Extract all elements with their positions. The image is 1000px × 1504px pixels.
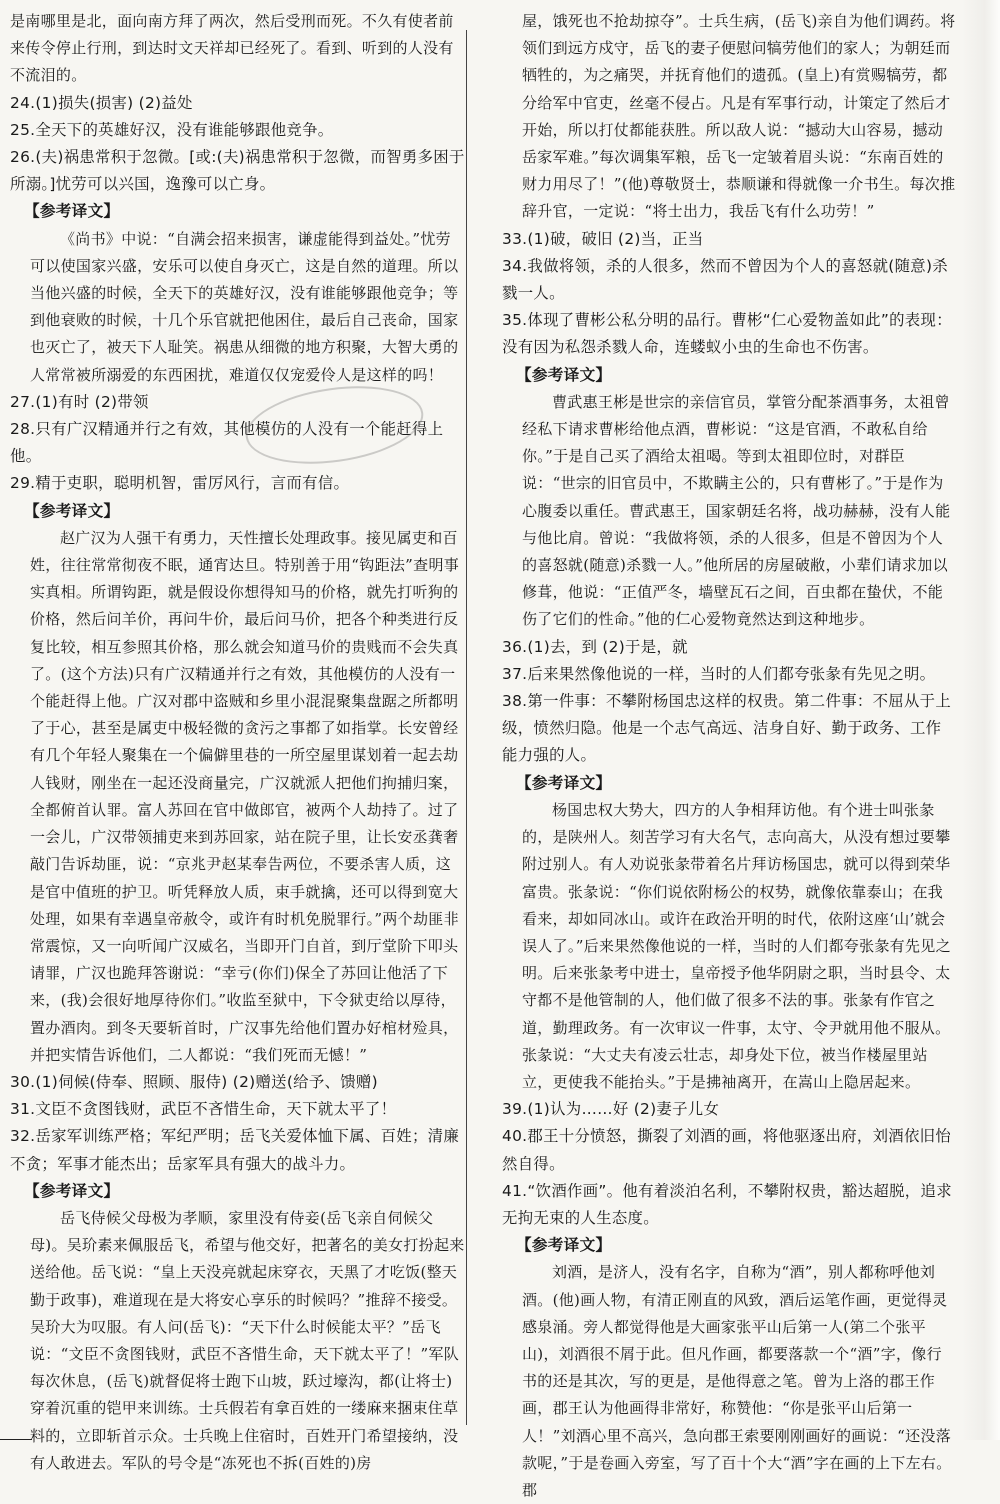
answer-26: 26.(夫)祸患常积于忽微。[或:(夫)祸患常积于忽微，而智勇多困于所溺。]忧劳可以兴国，逸豫可以亡身。 — [10, 148, 465, 194]
answer-39: 39.(1)认为……好 (2)妻子儿女 — [502, 1100, 720, 1119]
reference-translation-heading: 【参考译文】 — [24, 501, 120, 520]
column-divider — [466, 30, 467, 1425]
answer-33: 33.(1)破，破旧 (2)当，正当 — [502, 229, 704, 248]
answer-36: 36.(1)去，到 (2)于是，就 — [502, 637, 688, 656]
footer-rule — [0, 1425, 32, 1440]
reference-translation-heading: 【参考译文】 — [516, 1236, 612, 1255]
answer-32: 32.岳家军训练严格；军纪严明；岳飞关爱体恤下属、百姓；清廉不贪；军事才能杰出；岳家军具有强大的战斗力。 — [10, 1127, 460, 1173]
answer-24: 24.(1)损失(损害) (2)益处 — [10, 93, 193, 112]
reference-translation-text: 岳飞侍候父母极为孝顺，家里没有侍妾(岳飞亲自伺候父母)。吴玠素来佩服岳飞，希望与他交好，把著名的美女打扮起来送给他。岳飞说：“皇上天没亮就起床穿衣，天黑了才吃饭(整天勤于政事)，难道现在是大将安心享乐的时候吗？”推辞不接受。吴玠大为叹服。有人问(岳飞)：“天下什么时候能太平？”岳飞说：“文臣不贪图钱财，武臣不吝惜生命，天下就太平了！”军队每次休息，(岳飞)就督促将士跑下山坡，跃过壕沟，都(让将士)穿着沉重的铠甲来训练。士兵假若有拿百姓的一缕麻来捆束住草料的，立即斩首示众。士兵晚上住宿时，百姓开门希望接纳，没有人敢进去。军队的号令是“冻死也不拆(百姓的)房 — [30, 1208, 465, 1472]
answer-28: 28.只有广汉精通并行之有效，其他模仿的人没有一个能赶得上他。 — [10, 420, 444, 466]
answer-38: 38.第一件事：不攀附杨国忠这样的权贵。第二件事：不屈从于上级，愤然归隐。他是一个志气高远、洁身自好、勤于政务、工作能力强的人。 — [502, 692, 952, 765]
reference-translation-text: 《尚书》中说：“自满会招来损害，谦虚能得到益处。”忧劳可以使国家兴盛，安乐可以使自身灭亡，这是自然的道理。所以当他兴盛的时候，全天下的英雄好汉，没有谁能够跟他竞争；等到他衰败的时候，十几个乐官就把他困住，最后自己丧命，国家也灭亡了，被天下人耻笑。祸患从细微的地方积聚，大智大勇的人常常被所溺爱的东西困扰，难道仅仅宠爱伶人是这样的吗！ — [30, 229, 459, 384]
page-edge-shadow — [962, 0, 1000, 1440]
reference-translation-heading: 【参考译文】 — [516, 365, 612, 384]
reference-translation-heading: 【参考译文】 — [24, 202, 120, 221]
reference-translation-heading: 【参考译文】 — [516, 773, 612, 792]
continued-translation-text: 是南哪里是北，面向南方拜了两次，然后受刑而死。不久有使者前来传令停止行刑，到达时文天祥却已经死了。看到、听到的人没有不流泪的。 — [10, 12, 454, 85]
answer-34: 34.我做将领，杀的人很多，然而不曾因为个人的喜怒就(随意)杀戮一人。 — [502, 256, 948, 303]
reference-translation-text: 曹武惠王彬是世宗的亲信官员，掌管分配茶酒事务，太祖曾经私下请求曹彬给他点酒，曹彬说：“这是官酒，不敢私自给你。”于是自己买了酒给太祖喝。等到太祖即位时，对群臣说：“世宗的旧官员中，不欺瞒主公的，只有曹彬了。”于是作为心腹委以重任。曹武惠王，国家朝廷名将，战功赫赫，没有人能与他比肩。曾说：“我做将领，杀的人很多，但是不曾因为个人的喜怒就(随意)杀戮一人。”他所居的房屋破敝，小辈们请求加以修葺，他说：“正值严冬，墙壁瓦石之间，百虫都在蛰伏，不能伤了它们的性命。”他的仁心爱物竟然达到这种地步。 — [522, 392, 951, 629]
reference-translation-heading: 【参考译文】 — [24, 1181, 120, 1200]
reference-translation-text: 杨国忠权大势大，四方的人争相拜访他。有个进士叫张彖的，是陕州人。刻苦学习有大名气，志向高大，从没有想过要攀附过别人。有人劝说张彖带着名片拜访杨国忠，就可以得到荣华富贵。张彖说：“你们说依附杨公的权势，就像依靠泰山；在我看来，却如同冰山。或许在政治开明的时代，依附这座‘山’就会误人了。”后来果然像他说的一样，当时的人们都夸张彖有先见之明。后来张彖考中进士，皇帝授予他华阴尉之职，当时县令、太守都不是他管制的人，他们做了很多不法的事。张彖有作官之道，勤理政务。有一次审议一件事，太守、令尹就用他不服从。张彖说：“大丈夫有凌云壮志，却身处下位，被当作楼屋里站立，更使我不能抬头。”于是拂袖离开，在嵩山上隐居起来。 — [522, 800, 951, 1091]
answer-40: 40.郡王十分愤怒，撕裂了刘酒的画，将他驱逐出府，刘酒依旧怡然自得。 — [502, 1127, 952, 1173]
answer-29: 29.精于吏职，聪明机智，雷厉风行，言而有信。 — [10, 474, 350, 493]
answer-37: 37.后来果然像他说的一样，当时的人们都夸张彖有先见之明。 — [502, 664, 936, 683]
right-column — [502, 8, 957, 1504]
answer-30: 30.(1)伺候(侍奉、照顾、服侍) (2)赠送(给予、馈赠) — [10, 1072, 378, 1091]
answer-31: 31.文臣不贪图钱财，武臣不吝惜生命，天下就太平了！ — [10, 1100, 397, 1119]
answer-27: 27.(1)有时 (2)带领 — [10, 392, 149, 411]
reference-translation-text: 赵广汉为人强干有勇力，天性擅长处理政事。接见属吏和百姓，往往常常彻夜不眠，通宵达旦。特别善于用“钩距法”查明事实真相。所谓钩距，就是假设你想得知马的价格，就先打听狗的价格，然后问羊价，再问牛价，最后问马价，把各个种类进行反复比较，相互参照其价格，那么就会知道马价的贵贱而不会失真了。(这个方法)只有广汉精通并行之有效，其他模仿的人没有一个能赶得上他。广汉对郡中盗贼和乡里小混混聚集盘踞之所都明了于心，甚至是属吏中极轻微的贪污之事都了如指掌。长安曾经有几个年轻人聚集在一个偏僻里巷的一所空屋里谋划着一起去劫人钱财，刚坐在一起还没商量完，广汉就派人把他们拘捕归案，全都俯首认罪。富人苏回在官中做郎官，被两个人劫持了。过了一会儿，广汉带领捕吏来到苏回家，站在院子里，让长安丞龚奢敲门告诉劫匪，说：“京兆尹赵某奉告两位，不要杀害人质，这是官中值班的护卫。听凭释放人质，束手就擒，还可以得到宽大处理，如果有幸遇皇帝赦令，或许有时机免脱罪行。”两个劫匪非常震惊，又一向听闻广汉威名，当即开门自首，到厅堂阶下叩头请罪，广汉也跪拜答谢说：“幸亏(你们)保全了苏回让他活了下来，(我)会很好地厚待你们。”收监至狱中，下令狱吏给以厚待，置办酒肉。到冬天要斩首时，广汉事先给他们置办好棺材殓具，并把实情告诉他们，二人都说：“我们死而无憾！” — [30, 528, 460, 1064]
answer-25: 25.全天下的英雄好汉，没有谁能够跟他竞争。 — [10, 120, 334, 139]
reference-translation-text: 刘酒，是济人，没有名字，自称为“酒”，别人都称呼他刘酒。(他)画人物，有清正刚直的风致，酒后运笔作画，更觉得灵感泉涌。旁人都觉得他是大画家张平山后第一人(第二个张平山)，刘酒很不屑于此。但凡作画，都要落款一个“酒”字，像行书的还是其次，写的更是，是他得意之笔。曾为上洛的郡王作画，郡王认为他画得非常好，称赞他：“你是张平山后第一人！”刘酒心里不高兴，急向郡王索要刚刚画好的画说：“还没落款呢，”于是卷画入旁室，写了百十个大“酒”字在画的上下左右。郡 — [522, 1263, 952, 1499]
continued-translation-text: 屋，饿死也不抢劫掠夺”。士兵生病，(岳飞)亲自为他们调药。将领们到远方戍守，岳飞的妻子便慰问犒劳他们的家人；为朝廷而牺牲的，为之痛哭，并抚育他们的遗孤。(皇上)有赏赐犒劳，都分给军中官吏，丝毫不侵占。凡是有军事行动，计策定了然后才开始，所以打仗都能获胜。所以敌人说：“撼动大山容易，撼动岳家军难。”每次调集军粮，岳飞一定皱着眉头说：“东南百姓的财力用尽了！”(他)尊敬贤士，恭顺谦和得就像一介书生。每次推辞升官，一定说：“将士出力，我岳飞有什么功劳！” — [522, 12, 956, 221]
answer-41: 41.“饮酒作画”。他有着淡泊名利，不攀附权贵，豁达超脱，追求无拘无束的人生态度。 — [502, 1181, 952, 1227]
answer-35: 35.体现了曹彬公私分明的品行。曹彬“仁心爱物盖如此”的表现：没有因为私怨杀戮人命，连蝼蚁小虫的生命也不伤害。 — [502, 311, 952, 357]
left-column — [10, 8, 465, 1477]
